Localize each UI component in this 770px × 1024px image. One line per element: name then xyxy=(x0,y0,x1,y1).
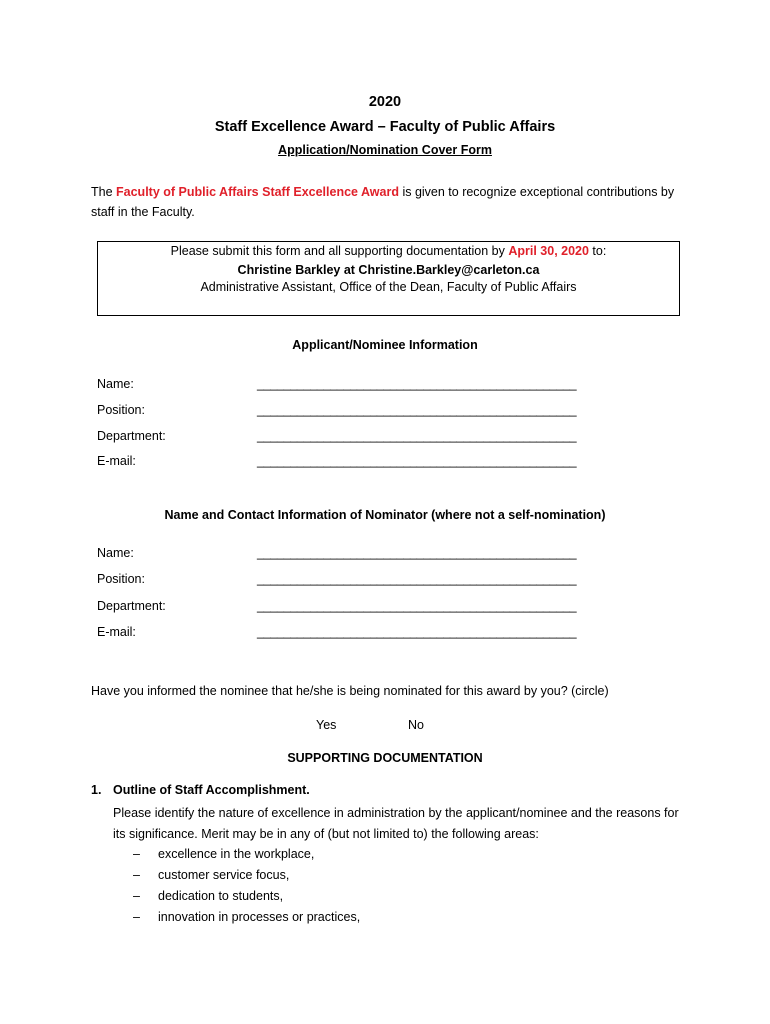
answer-yes[interactable]: Yes xyxy=(316,718,337,732)
submission-info-box xyxy=(97,241,680,316)
applicant-name-field[interactable]: ________________________________________________ xyxy=(257,377,577,391)
nominator-position-label: Position: xyxy=(97,572,145,586)
list-item-text: innovation in processes or practices, xyxy=(158,910,361,924)
intro-paragraph xyxy=(91,182,681,222)
form-title: Staff Excellence Award – Faculty of Public Affairs xyxy=(214,119,556,135)
nominator-email-label: E-mail: xyxy=(97,625,136,639)
applicant-email-field[interactable]: ________________________________________________ xyxy=(257,454,577,468)
applicant-department-field[interactable]: ________________________________________________ xyxy=(257,429,577,443)
submission-text-start: Please submit this form and all supporting documentation by xyxy=(170,244,509,258)
supporting-documentation-heading: SUPPORTING DOCUMENTATION xyxy=(287,751,483,765)
applicant-email-label: E-mail: xyxy=(97,454,136,468)
intro-text-end: is given to recognize exceptional contributions by staff in the Faculty. xyxy=(91,185,675,219)
item-number: 1. xyxy=(91,783,102,797)
item-title: Outline of Staff Accomplishment. xyxy=(113,783,310,797)
form-year: 2020 xyxy=(368,94,402,110)
list-item xyxy=(133,865,360,886)
dash-bullet-icon: – xyxy=(133,847,140,861)
applicant-department-row xyxy=(97,429,587,449)
submission-contact: Christine Barkley at Christine.Barkley@carleton.ca xyxy=(237,263,540,277)
nominator-position-field[interactable]: ________________________________________________ xyxy=(257,572,577,586)
nominator-name-field[interactable]: ________________________________________________ xyxy=(257,546,577,560)
applicant-email-row xyxy=(97,454,587,474)
nominator-section-heading: Name and Contact Information of Nominator (where not a self-nomination) xyxy=(164,508,606,522)
nominator-department-row xyxy=(97,599,587,619)
nominator-name-row xyxy=(97,546,587,566)
applicant-name-row xyxy=(97,377,587,397)
merit-areas-list xyxy=(133,844,360,928)
applicant-name-label: Name: xyxy=(97,377,134,391)
applicant-position-row xyxy=(97,403,587,423)
list-item xyxy=(133,907,360,928)
nominator-position-row xyxy=(97,572,587,592)
intro-text-start: The xyxy=(91,185,117,199)
item-description: Please identify the nature of excellence in administration by the applicant/nominee and the reasons for its significance. Merit may be in any of (but not limited to) the following areas: xyxy=(113,806,679,841)
dash-bullet-icon: – xyxy=(133,889,140,903)
applicant-department-label: Department: xyxy=(97,429,166,443)
dash-bullet-icon: – xyxy=(133,868,140,882)
list-item-text: dedication to students, xyxy=(158,889,284,903)
dash-bullet-icon: – xyxy=(133,910,140,924)
applicant-position-field[interactable]: ________________________________________________ xyxy=(257,403,577,417)
list-item-text: excellence in the workplace, xyxy=(158,847,315,861)
submission-contact-role: Administrative Assistant, Office of the Dean, Faculty of Public Affairs xyxy=(200,280,577,294)
nominator-email-row xyxy=(97,625,587,645)
applicant-position-label: Position: xyxy=(97,403,145,417)
list-item-text: customer service focus, xyxy=(158,868,290,882)
list-item xyxy=(133,844,360,865)
submission-deadline: April 30, 2020 xyxy=(508,244,589,258)
informed-question: Have you informed the nominee that he/she is being nominated for this award by you? (circle) xyxy=(91,684,609,698)
form-subtitle: Application/Nomination Cover Form xyxy=(278,143,492,157)
nominator-department-field[interactable]: ________________________________________________ xyxy=(257,599,577,613)
nominator-department-label: Department: xyxy=(97,599,166,613)
nominator-email-field[interactable]: ________________________________________________ xyxy=(257,625,577,639)
applicant-section-heading: Applicant/Nominee Information xyxy=(292,338,478,352)
submission-text-end: to: xyxy=(588,244,607,258)
nominator-name-label: Name: xyxy=(97,546,134,560)
list-item xyxy=(133,886,360,907)
submission-instruction xyxy=(98,244,679,258)
answer-no[interactable]: No xyxy=(408,718,424,732)
award-name-highlight: Faculty of Public Affairs Staff Excellence Award xyxy=(116,185,399,199)
